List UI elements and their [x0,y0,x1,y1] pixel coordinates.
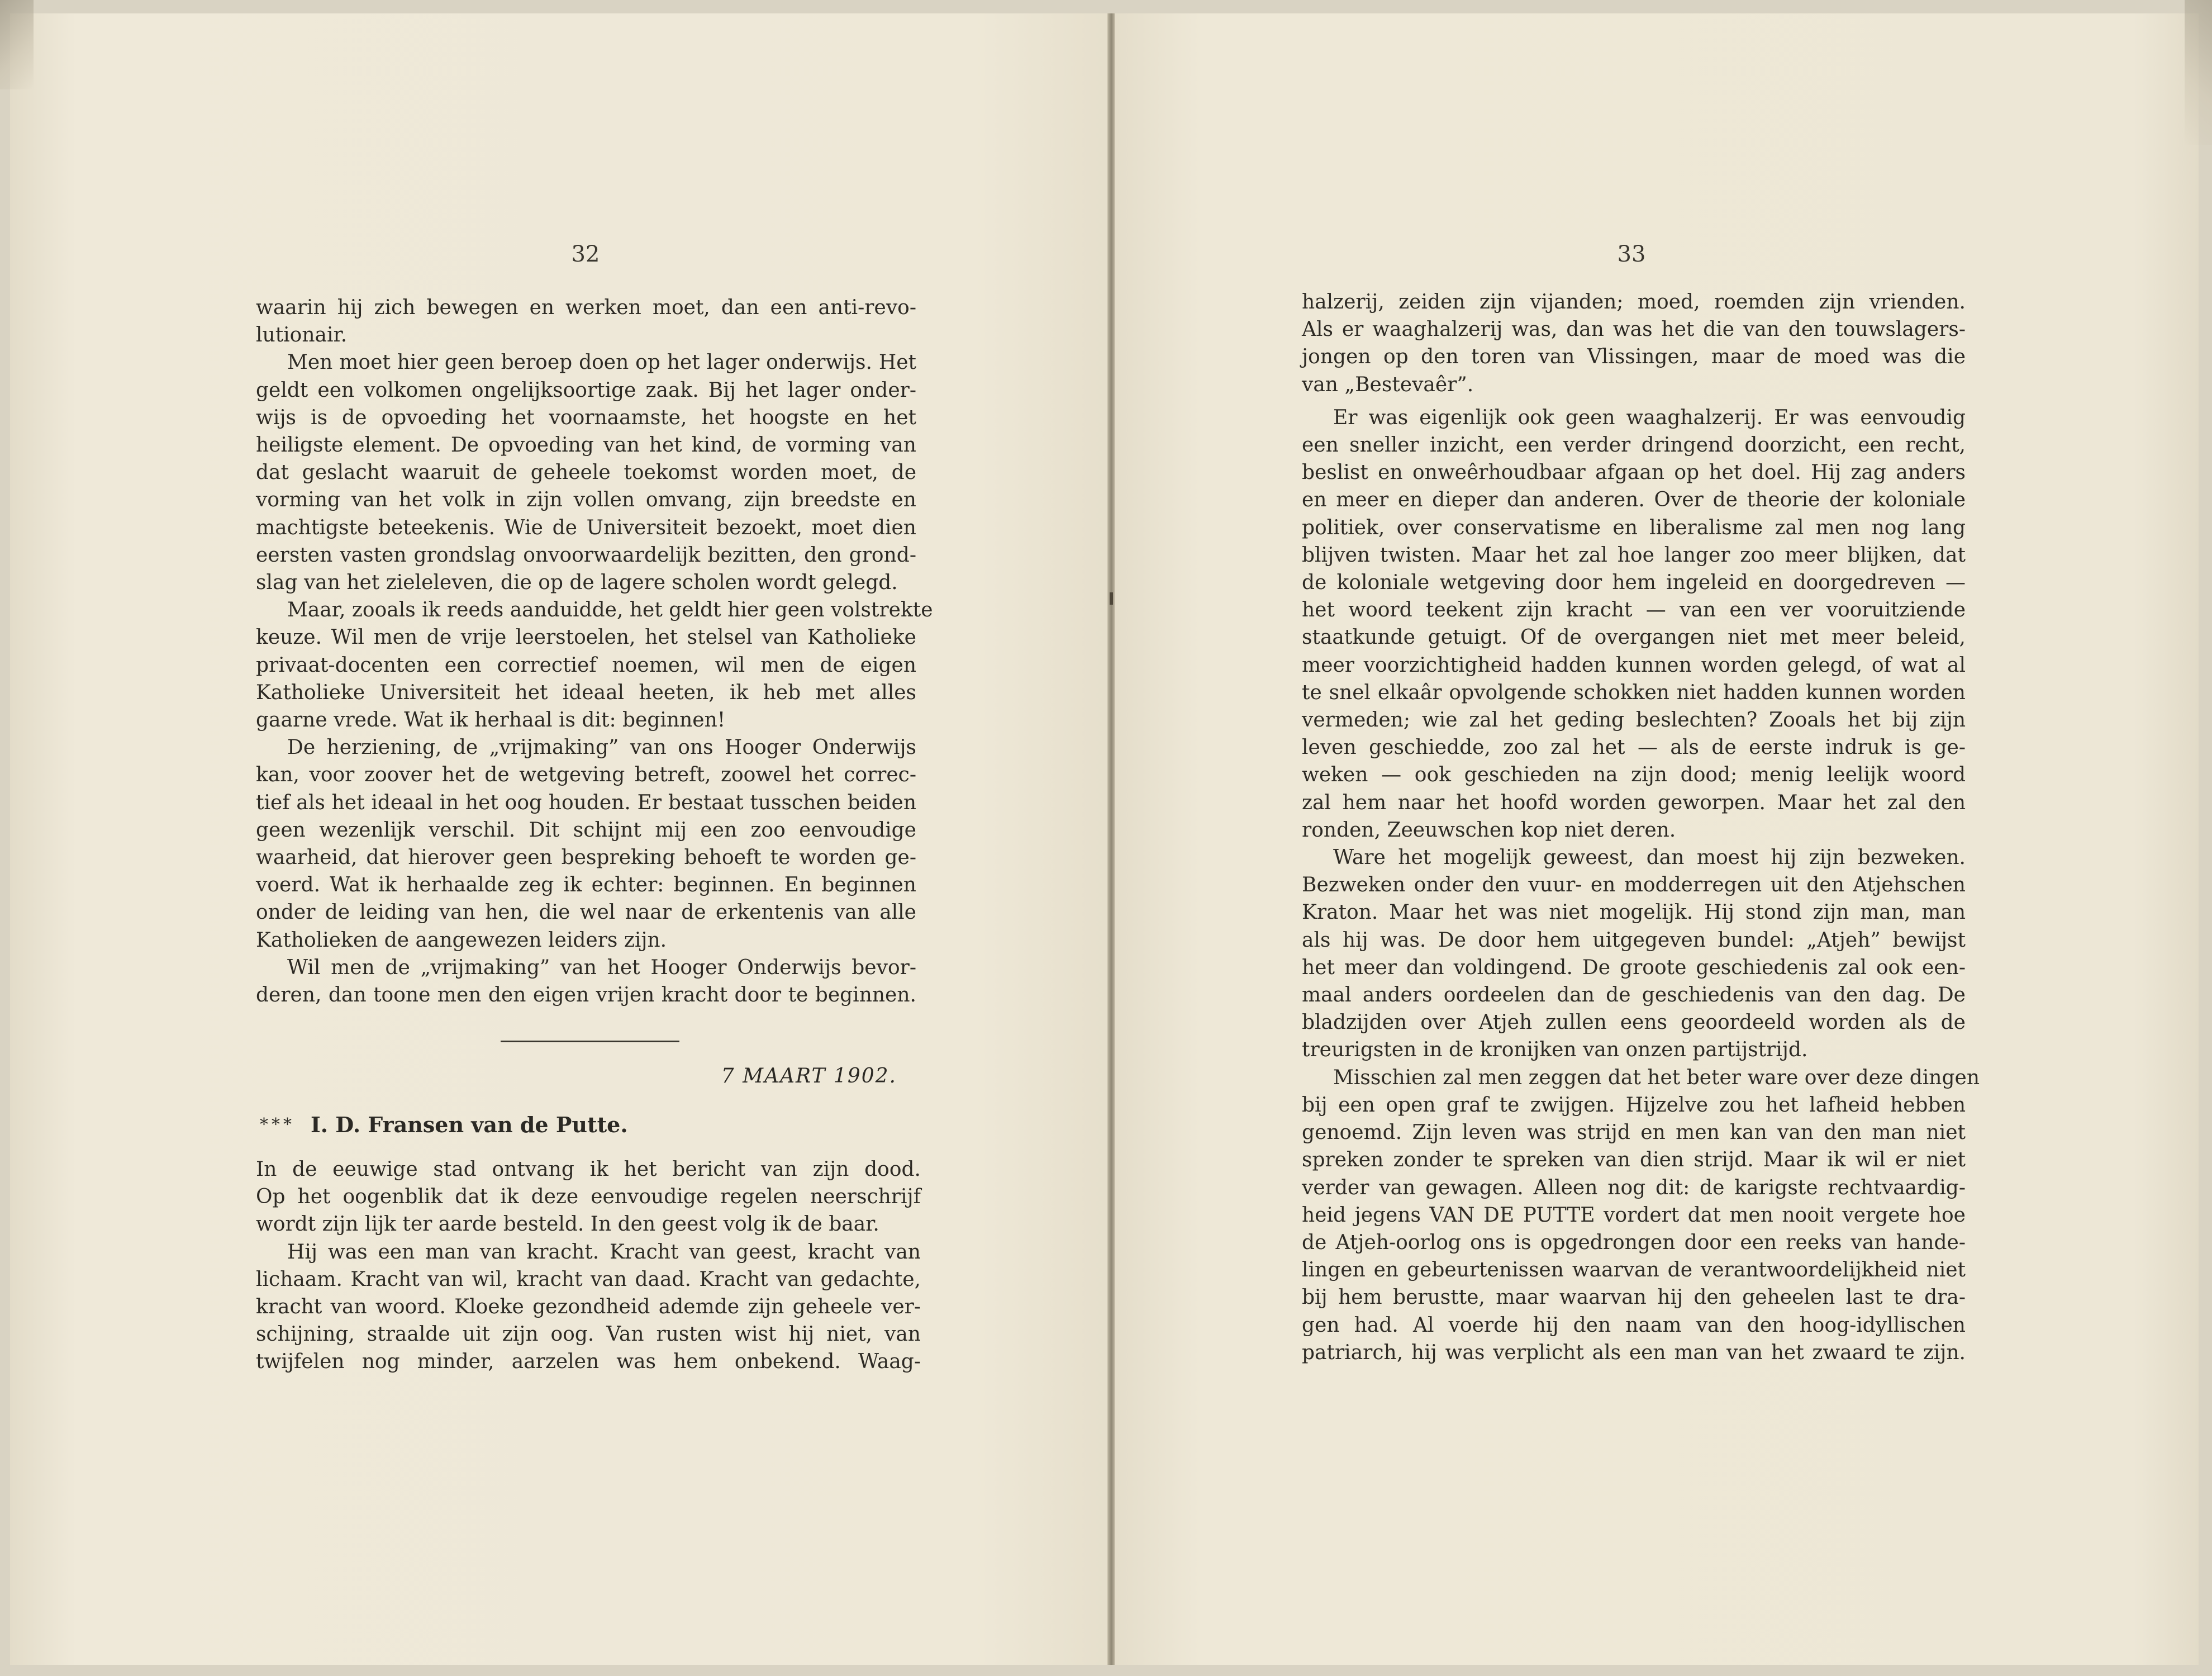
text-line: verder van gewagen. Alleen nog dit: de karigste rechtvaardig- [1302,1176,1966,1199]
text-line: vermeden; wie zal het geding beslechten? Zooals het bij zijn [1302,709,1966,732]
right-page-number: 33 [1617,241,1646,267]
text-line: spreken zonder te spreken van dien strijd. Maar ik wil er niet [1302,1148,1966,1172]
asterism: *** [260,1115,295,1134]
text-line: halzerij, zeiden zijn vijanden; moed, roemden zijn vrienden. [1302,291,1966,314]
text-line: geen wezenlijk verschil. Dit schijnt mij een zoo eenvoudige [256,818,916,842]
article-title: I. D. Fransen van de Putte. [311,1112,628,1137]
text-line: heid jegens VAN DE PUTTE vordert dat men nooit vergete hoe [1302,1203,1966,1227]
text-line: keuze. Wil men de vrije leerstoelen, het stelsel van Katholieke [256,626,916,649]
text-line: een sneller inzicht, een verder dringend doorzicht, een recht, [1302,434,1966,457]
text-line: kan, voor zoover het de wetgeving betreft, zoowel het correc- [256,763,916,787]
text-line: deren, dan toone men den eigen vrijen kracht door te beginnen. [256,984,916,1007]
article-body [256,1156,921,1376]
text-line: Misschien zal men zeggen dat het beter ware over deze dingen [1333,1066,1980,1089]
text-line: wijs is de opvoeding het voornaamste, het hoogste en het [256,406,916,429]
left-page-number: 32 [571,241,600,267]
text-line: Hij was een man van kracht. Kracht van geest, kracht van [287,1240,921,1264]
text-line: geldt een volkomen ongelijksoortige zaak. Bij het lager onder- [256,378,916,402]
folded-corner-left [0,0,34,89]
text-line: privaat-docenten een correctief noemen, wil men de eigen [256,653,916,677]
text-line: beslist en onweêrhoudbaar afgaan op het doel. Hij zag anders [1302,461,1966,485]
text-line: maal anders oordeelen dan de geschiedenis van den dag. De [1302,984,1966,1007]
text-line: en meer en dieper dan anderen. Over de theorie der koloniale [1302,488,1966,512]
text-line: machtigste beteekenis. Wie de Universiteit bezoekt, moet dien [256,516,916,539]
text-line: Er was eigenlijk ook geen waaghalzerij. Er was eenvoudig [1333,406,1966,429]
text-line: staatkunde getuigt. Of de overgangen niet met meer beleid, [1302,626,1966,649]
spine-mark [1110,592,1113,605]
text-line: lingen en gebeurtenissen waarvan de verantwoordelijkheid niet [1302,1259,1966,1282]
text-line: Als er waaghalzerij was, dan was het die van den touwslagers- [1302,318,1966,341]
text-line: Men moet hier geen beroep doen op het lager onderwijs. Het [287,351,916,374]
text-line: dat geslacht waaruit de geheele toekomst worden moet, de [256,461,916,485]
section-divider [501,1041,679,1042]
text-line: kracht van woord. Kloeke gezondheid ademde zijn geheele ver- [256,1295,921,1319]
text-line: Bezweken onder den vuur- en modderregen uit den Atjehschen [1302,873,1966,897]
text-line: van „Bestevaêr”. [1302,373,1474,396]
text-line: blijven twisten. Maar het zal hoe langer zoo meer blijken, dat [1302,543,1966,567]
text-line: als hij was. De door hem uitgegeven bundel: „Atjeh” bewijst [1302,928,1966,952]
text-line: heiligste element. De opvoeding van het kind, de vorming van [256,434,916,457]
text-line: voerd. Wat ik herhaalde zeg ik echter: beginnen. En beginnen [256,873,916,897]
text-line: wordt zijn lijk ter aarde besteld. In den geest volg ik de baar. [256,1213,879,1236]
text-line: Ware het mogelijk geweest, dan moest hij zijn bezweken. [1333,846,1966,870]
text-line: de koloniale wetgeving door hem ingeleid en doorgedreven — [1302,571,1966,595]
text-line: Op het oogenblik dat ik deze eenvoudige regelen neerschrijf [256,1185,921,1209]
book-gutter [1108,13,1115,1665]
text-line: Maar, zooals ik reeds aanduidde, het geldt hier geen volstrekte [287,599,933,622]
text-line: politiek, over conservatisme en liberalisme zal men nog lang [1302,516,1966,539]
text-line: te snel elkaâr opvolgende schokken niet hadden kunnen worden [1302,681,1966,704]
dateline: 7 MAART 1902. [721,1065,897,1088]
text-line: het woord teekent zijn kracht — van een ver vooruitziende [1302,599,1966,622]
text-line: twijfelen nog minder, aarzelen was hem onbekend. Waag- [256,1350,921,1374]
text-line: lutionair. [256,324,348,347]
article-heading [260,1112,628,1137]
text-line: bladzijden over Atjeh zullen eens geoordeeld worden als de [1302,1011,1966,1034]
text-line: bij hem berustte, maar waarvan hij den geheelen last te dra- [1302,1286,1966,1309]
text-line: weken — ook geschieden na zijn dood; menig leelijk woord [1302,763,1966,787]
text-line: slag van het zieleleven, die op de lagere scholen wordt gelegd. [256,571,898,595]
text-line: ronden, Zeeuwschen kop niet deren. [1302,818,1676,842]
text-line: tief als het ideaal in het oog houden. Er bestaat tusschen beiden [256,791,916,814]
text-line: De herziening, de „vrijmaking” van ons Hooger Onderwijs [287,736,916,759]
text-line: waarheid, dat hierover geen bespreking behoeft te worden ge- [256,846,916,870]
text-line: meer voorzichtigheid hadden kunnen worden gelegd, of wat al [1302,653,1966,677]
text-line: jongen op den toren van Vlissingen, maar de moed was die [1302,345,1966,369]
text-line: zal hem naar het hoofd worden geworpen. Maar het zal den [1302,791,1966,814]
text-line: Wil men de „vrijmaking” van het Hooger Onderwijs bevor- [287,956,916,979]
left-page-body [256,294,933,1009]
text-line: treurigsten in de kronijken van onzen partijstrijd. [1302,1038,1808,1062]
text-line: Katholieke Universiteit het ideaal heeten, ik heb met alles [256,681,916,704]
text-line: gen had. Al voerde hij den naam van den hoog-idyllischen [1302,1313,1966,1337]
text-line: gaarne vrede. Wat ik herhaal is dit: beginnen! [256,709,726,732]
text-line: schijning, straalde uit zijn oog. Van rusten wist hij niet, van [256,1323,921,1346]
text-line: vorming van het volk in zijn vollen omvang, zijn breedste en [256,488,916,512]
text-line: de Atjeh-oorlog ons is opgedrongen door een reeks van hande- [1302,1231,1966,1254]
text-line: genoemd. Zijn leven was strijd en men kan van den man niet [1302,1121,1966,1145]
text-line: eersten vasten grondslag onvoorwaardelijk bezitten, den grond- [256,543,916,567]
text-line: Katholieken de aangewezen leiders zijn. [256,928,667,952]
folded-corner-right [2185,0,2212,145]
text-line: lichaam. Kracht van wil, kracht van daad. Kracht van gedachte, [256,1267,921,1291]
text-line: het meer dan voldingend. De groote geschiedenis zal ook een- [1302,956,1966,979]
text-line: In de eeuwige stad ontvang ik het bericht van zijn dood. [256,1158,921,1181]
text-line: patriarch, hij was verplicht als een man van het zwaard te zijn. [1302,1341,1966,1364]
right-page-body [1302,288,1980,1366]
text-line: bij een open graf te zwijgen. Hijzelve zou het lafheid hebben [1302,1093,1966,1117]
text-line: waarin hij zich bewegen en werken moet, dan een anti-revo- [256,296,916,319]
text-line: leven geschiedde, zoo zal het — als de eerste indruk is ge- [1302,736,1966,759]
text-line: onder de leiding van hen, die wel naar de erkentenis van alle [256,901,916,924]
text-line: Kraton. Maar het was niet mogelijk. Hij stond zijn man, man [1302,901,1966,924]
